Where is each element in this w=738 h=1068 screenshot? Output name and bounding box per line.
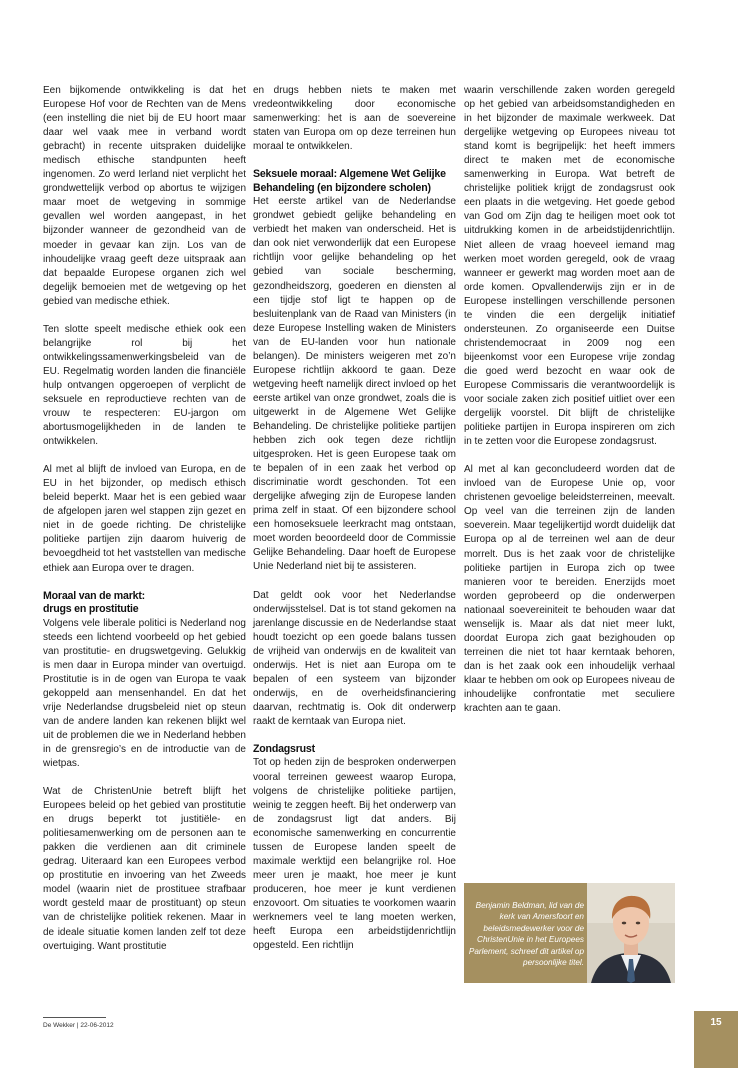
paragraph: Volgens vele liberale politici is Nederland nog steeds een lichtend voorbeeld op het gebied van prostitutie- en drugswetgeving. Gelukkig is men daar in Europa minder van overtuigd. Prostitutie is in de ogen van Europa te vaak gekoppeld aan mensenhandel. En dat het vrije Nederlandse drugsbeleid niet op steun van de andere landen kan rekenen blijkt wel uit de problemen die we in Nederland hebben in de grensregio’s en de introductie van de wietpas. (43, 617, 246, 770)
page-number: 15 (710, 1017, 722, 1028)
paragraph: Al met al blijft de invloed van Europa, en de EU in het bijzonder, op medisch ethisch beleid beperkt. Maar het is een gebied waar de afgelopen jaren wel stappen zijn gezet en niet in de goede richting. De christelijke politieke partijen zijn daarom huiverig de bevoegdheid tot het vaststellen van medische ethiek aan Europa over te dragen. (43, 464, 246, 574)
author-portrait (587, 883, 675, 983)
paragraph: Tot op heden zijn de besproken onderwerpen vooral terreinen geweest waarop Europa, volgens de christelijke politieke partijen, weinig te zeggen heeft. Bij het onderwerp van de zondagsrust ligt dat anders. Bij economische samenwerking en concurrentie tussen de Europese landen speelt de maximale werktijd een belangrijke rol. Hoe meer uren je maakt, hoe meer je kunt produceren, hoe meer je kunt verdienen enzovoort. Om situaties te voorkomen waarin werknemers veel te lang moeten werken, heeft Europa een arbeidstijdenrichtlijn opgesteld. Een richtlijn (253, 757, 456, 952)
paragraph: Het eerste artikel van de Nederlandse grondwet gebiedt gelijke behandeling en verbiedt het maken van onderscheid. Het is dan ook niet verwonderlijk dat een Europese richtlijn voor gelijke behandeling op het gebied van sociale bescherming, gezondheidszorg, goederen en diensten al een tijdje stof ligt te happen op de besluitenplank van de Raad van Ministers (in deze Europese Instelling waken de Ministers van de EU-landen voor hun nationale belangen). De ministers weigeren met zo’n Europese richtlijn akkoord te gaan. Deze wetgeving heeft namelijk direct invloed op het eerste artikel van onze grondwet, zoals die is uitgewerkt in de Algemene Wet Gelijke Behandeling. De christelijke politieke partijen hebben zich ook tegen deze richtlijn uitgesproken. Het is geen Europese taak om te bepalen of in een zaak het verbod op discriminatie wordt geschonden. Tot een dergelijke afweging zijn de Europese landen prima zelf in staat. Of een bijzondere school een homoseksuele leerkracht mag ontstaan, moet worden beoordeeld door de Commissie Gelijke Behandeling. Daar hoeft de Europese Unie Nederland niet bij te assisteren. (253, 196, 456, 573)
paragraph: Ten slotte speelt medische ethiek ook een belangrijke rol bij het ontwikkelingssamenwerkingsbeleid van de EU. Regelmatig worden landen die financiële hulp ontvangen opgeroepen of verplicht de seksuele en reproductieve rechten van de vrouw te respecteren: EU-jargon om abortusmogelijkheden in de landen te ontwikkelen. (43, 323, 246, 448)
paragraph: Wat de ChristenUnie betreft blijft het Europees beleid op het gebied van prostitutie en drugs beperkt tot justitiële- en politiesamenwerking om de personen aan te pakken die verdienen aan dit criminele gedrag. Uiteraard kan een Europees verbod op prostitutie en invoering van het Zweeds model (waarin niet de prostituee strafbaar wordt gesteld maar de prostituant) op steun van de christelijke politiek rekenen. Maar in de ideale situatie komen landen zelf tot deze overtuiging. Want prostitutie (43, 786, 246, 952)
column-right (464, 84, 675, 716)
author-box (464, 883, 675, 983)
column-middle (253, 84, 456, 953)
portrait-image (587, 883, 675, 983)
photo-caption: Benjamin Beldman, lid van de kerk van Amersfoort en beleidsmedewerker voor de ChristenUnie in het Europees Parlement, schreef dit artikel op persoonlijke titel. (468, 901, 584, 968)
paragraph: en drugs hebben niets te maken met vredeontwikkeling door economische samenwerking: het is aan de soevereine staten van Europa om op deze terreinen hun moraal te ontwikkelen. (253, 85, 456, 153)
section-heading-line2: drugs en prostitutie (43, 603, 139, 616)
section-heading: Zondagsrust (253, 742, 315, 755)
paragraph: Dat geldt ook voor het Nederlandse onderwijsstelsel. Dat is tot stand gekomen na jarenlange discussie en de Nederlandse staat houdt toezicht op een goede balans tussen de vrijheid van onderwijs en de kwaliteit van onderwijs. Het is niet aan Europa om te bepalen of een systeem van bijzonder onderwijs, en de overheidsfinanciering daarvan, rechtmatig is. Ook dit onderwerp raakt de kerntaak van Europa niet. (253, 589, 456, 727)
paragraph: Al met al kan geconcludeerd worden dat de invloed van de Europese Unie op, voor christenen gevoelige beleidsterreinen, meevalt. Op veel van die terreinen zijn de landen soeverein. Maar tegelijkertijd wordt duidelijk dat Europa op al de terreinen wel aan de deur morrelt. Dus is het zaak voor de christelijke politieke partijen in Europa zich op twee manieren voor te bereiden. Enerzijds moet worden geprobeerd op die onderwerpen nationaal soevereiniteit te behouden waar dat wenselijk is. Maar als dat niet meer lukt, doordat Europa zich gaat bezighouden op terreinen die niet tot haar kerntaak behoren, dan is het zaak ook een inhoudelijk verhaal klaar te hebben om ook op Europees niveau de inhoudelijke confrontatie met seculiere krachten aan te gaan. (464, 464, 675, 715)
paragraph: waarin verschillende zaken worden geregeld op het gebied van arbeidsomstandigheden en in het bijzonder de maximale werkweek. Dat dergelijke wetgeving op Europees niveau tot stand komt is begrijpelijk: het heeft immers direct te maken met de economische samenwerking in Europa. Wat betreft de christelijke politiek krijgt de zondagsrust ook een plaats in die wetgeving. Het goede gebod van God om Zijn dag te heiligen moet ook tot uitdrukking komen in de arbeidstijdenrichtlijn. Niet alleen de vraag hoeveel iemand mag werken moet worden geregeld, ook de vraag wanneer er gewerkt mag worden moet aan de orde komen. Opvallenderwijs zijn er in de Europese instellingen verschillende personen te vinden die een dergelijk initiatief ondersteunen. Zo organiseerde een Duitse christendemocraat in 2009 nog een bijeenkomst voor een Europese vrije zondag die goed werd bezocht en waar ook de Europese Commissaris die verantwoordelijk is voor sociale zaken zich positief uitliet over een dergelijk voorstel. Dit blijft de christelijke politieke partijen in Europa inspireren om zich in te zetten voor die Europese zondagsrust. (464, 85, 675, 448)
page-number-tab (694, 1011, 738, 1068)
section-heading-line1: Moraal van de markt: (43, 589, 145, 602)
paragraph: Een bijkomende ontwikkeling is dat het Europese Hof voor de Rechten van de Mens (een instelling die niet bij de EU hoort maar daar wel vaak mee in verband wordt gebracht) in recente uitspraken duidelijke medisch ethische standpunten heeft ingenomen. Zo werd Ierland niet verplicht het grondwettelijk verbod op abortus te wijzigen maar moet de wetgeving in sommige gevallen wel worden aangepast, in het bijzonder wanneer de gezondheid van de moeder in gevaar kan zijn. Los van de inhoudelijke vraag geeft deze uitspraak aan dat bepaalde Europese organen zich wel degelijk bemoeien met de wetgeving op het gebied van medische ethiek. (43, 85, 246, 307)
footer-rule (43, 1017, 106, 1018)
section-heading: Seksuele moraal: Algemene Wet Gelijke Behandeling (en bijzondere scholen) (253, 168, 446, 194)
footer-source: De Wekker | 22-06-2012 (43, 1022, 114, 1029)
column-left (43, 84, 246, 954)
section-heading (43, 590, 246, 617)
